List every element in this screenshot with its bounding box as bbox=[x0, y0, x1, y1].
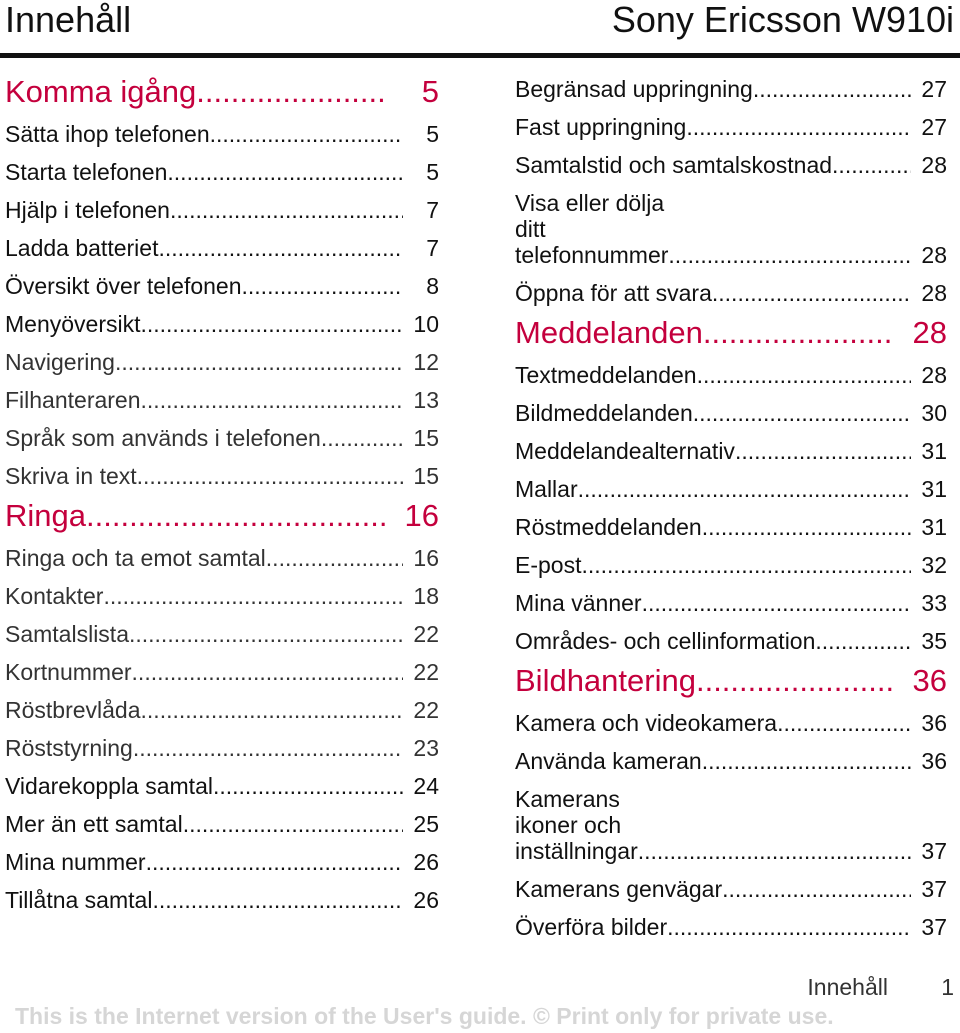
footer-section-label: Innehåll bbox=[807, 974, 888, 1000]
toc-entry[interactable]: Områdes- och cellinformation ..... 35 bbox=[515, 628, 947, 654]
toc-entry[interactable]: Mallar ..... 31 bbox=[515, 476, 947, 502]
toc-entry[interactable]: Vidarekoppla samtal ..... 24 bbox=[5, 773, 439, 799]
toc-entry[interactable]: Bildmeddelanden ..... 30 bbox=[515, 400, 947, 426]
toc-entry[interactable]: Samtalstid och samtalskostnad ..... 28 bbox=[515, 152, 947, 178]
toc-entry[interactable]: Visa eller dölja ditt telefonnummer ..... 28 bbox=[515, 190, 947, 268]
toc-entry[interactable]: Överföra bilder ..... 37 bbox=[515, 914, 947, 940]
toc-entry[interactable]: Använda kameran ..... 36 bbox=[515, 748, 947, 774]
toc-entry[interactable]: Ladda batteriet ..... 7 bbox=[5, 235, 439, 261]
toc-entry[interactable]: Tillåtna samtal ..... 26 bbox=[5, 887, 439, 913]
toc-section[interactable]: Ringa ..... 16 bbox=[5, 498, 439, 534]
toc-entry[interactable]: Kortnummer ..... 22 bbox=[5, 659, 439, 685]
toc-entry[interactable]: Röstmeddelanden ..... 31 bbox=[515, 514, 947, 540]
toc-entry[interactable]: Sätta ihop telefonen ..... 5 bbox=[5, 121, 439, 147]
toc-entry[interactable]: Mina vänner ..... 33 bbox=[515, 590, 947, 616]
header-rule bbox=[0, 53, 960, 58]
toc-entry[interactable]: Filhanteraren ..... 13 bbox=[5, 387, 439, 413]
toc-right-column bbox=[515, 70, 947, 940]
toc-entry[interactable]: Mer än ett samtal ..... 25 bbox=[5, 811, 439, 837]
toc-entry[interactable]: Översikt över telefonen ..... 8 bbox=[5, 273, 439, 299]
toc-left-column bbox=[5, 70, 439, 913]
toc-entry[interactable]: Menyöversikt ..... 10 bbox=[5, 311, 439, 337]
toc-entry[interactable]: Meddelandealternativ ..... 31 bbox=[515, 438, 947, 464]
toc-entry[interactable]: Röststyrning ..... 23 bbox=[5, 735, 439, 761]
toc-entry[interactable]: Röstbrevlåda ..... 22 bbox=[5, 697, 439, 723]
toc-entry[interactable]: E-post ..... 32 bbox=[515, 552, 947, 578]
toc-entry[interactable]: Starta telefonen ..... 5 bbox=[5, 159, 439, 185]
product-name: Sony Ericsson W910i bbox=[611, 0, 954, 40]
toc-entry[interactable]: Navigering ..... 12 bbox=[5, 349, 439, 375]
toc-entry[interactable]: Fast uppringning ..... 27 bbox=[515, 114, 947, 140]
toc-entry[interactable]: Begränsad uppringning ..... 27 bbox=[515, 76, 947, 102]
toc-entry[interactable]: Ringa och ta emot samtal ..... 16 bbox=[5, 545, 439, 571]
toc-entry[interactable]: Skriva in text ..... 15 bbox=[5, 463, 439, 489]
toc-entry[interactable]: Språk som används i telefonen ..... 15 bbox=[5, 425, 439, 451]
toc-section[interactable]: Meddelanden ..... 28 bbox=[515, 315, 947, 351]
toc-section[interactable]: Bildhantering ..... 36 bbox=[515, 663, 947, 699]
page-number: 1 bbox=[941, 974, 954, 1000]
toc-entry[interactable]: Öppna för att svara ..... 28 bbox=[515, 280, 947, 306]
toc-entry[interactable]: Textmeddelanden ..... 28 bbox=[515, 362, 947, 388]
toc-entry[interactable]: Samtalslista ..... 22 bbox=[5, 621, 439, 647]
page-title: Innehåll bbox=[5, 0, 132, 40]
toc-entry[interactable]: Kamerans genvägar ..... 37 bbox=[515, 876, 947, 902]
toc-entry[interactable]: Kontakter ..... 18 bbox=[5, 583, 439, 609]
toc-entry[interactable]: Kamera och videokamera ..... 36 bbox=[515, 710, 947, 736]
toc-entry[interactable]: Kamerans ikoner och inställningar ..... 37 bbox=[515, 786, 947, 864]
toc-section[interactable]: Komma igång ..... 5 bbox=[5, 74, 439, 110]
usage-notice: This is the Internet version of the User's guide. © Print only for private use. bbox=[15, 1003, 834, 1029]
toc-entry[interactable]: Mina nummer ..... 26 bbox=[5, 849, 439, 875]
toc-entry[interactable]: Hjälp i telefonen ..... 7 bbox=[5, 197, 439, 223]
